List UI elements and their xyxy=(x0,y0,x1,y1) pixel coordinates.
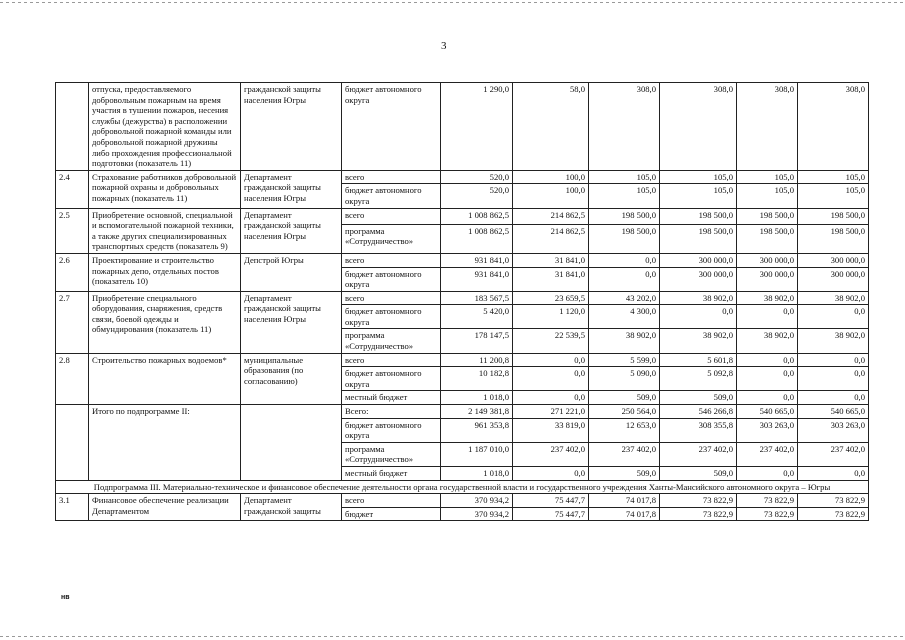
scan-edge-top xyxy=(0,2,905,3)
responsible-executor: Департамент гражданской защиты населения Югры xyxy=(241,208,342,253)
table-row xyxy=(56,208,869,224)
row-number xyxy=(56,405,89,481)
amount-cell: 100,0 xyxy=(513,184,589,208)
amount-cell: 73 822,9 xyxy=(660,494,737,508)
row-number xyxy=(56,83,89,171)
amount-cell: 198 500,0 xyxy=(798,224,869,253)
amount-cell: 540 665,0 xyxy=(798,405,869,419)
amount-cell: 198 500,0 xyxy=(660,208,737,224)
amount-cell: 38 902,0 xyxy=(660,291,737,305)
amount-cell: 300 000,0 xyxy=(798,267,869,291)
table-row xyxy=(56,353,869,367)
amount-cell: 198 500,0 xyxy=(737,224,798,253)
amount-cell: 38 902,0 xyxy=(798,329,869,353)
amount-cell: 73 822,9 xyxy=(660,507,737,521)
amount-cell: 1 290,0 xyxy=(441,83,513,171)
amount-cell: 303 263,0 xyxy=(737,418,798,442)
amount-cell: 43 202,0 xyxy=(589,291,660,305)
amount-cell: 931 841,0 xyxy=(441,267,513,291)
amount-cell: 0,0 xyxy=(798,305,869,329)
amount-cell: 33 819,0 xyxy=(513,418,589,442)
amount-cell: 0,0 xyxy=(798,467,869,481)
amount-cell: 0,0 xyxy=(737,353,798,367)
funding-source: бюджет автономного округа xyxy=(342,267,441,291)
funding-source: бюджет автономного округа xyxy=(342,83,441,171)
amount-cell: 0,0 xyxy=(737,467,798,481)
amount-cell: 11 200,8 xyxy=(441,353,513,367)
responsible-executor: гражданской защиты населения Югры xyxy=(241,83,342,171)
amount-cell: 250 564,0 xyxy=(589,405,660,419)
amount-cell: 300 000,0 xyxy=(660,267,737,291)
subprogram-header: Подпрограмма III. Материально-техническое и финансовое обеспечение деятельности органа государственной власти и государственного учреждения Ханты-Мансийского автономного округа – Югры xyxy=(56,480,869,494)
amount-cell: 961 353,8 xyxy=(441,418,513,442)
amount-cell: 0,0 xyxy=(798,367,869,391)
measure-name: Приобретение основной, специальной и вспомогательной пожарной техники, а также других специализированных транспортных средств (показатель 9) xyxy=(89,208,241,253)
measure-name: Страхование работников добровольной пожарной охраны и добровольных пожарных (показатель 11) xyxy=(89,170,241,208)
funding-source: всего xyxy=(342,353,441,367)
amount-cell: 73 822,9 xyxy=(737,507,798,521)
amount-cell: 105,0 xyxy=(798,170,869,184)
row-number: 3.1 xyxy=(56,494,89,521)
amount-cell: 105,0 xyxy=(798,184,869,208)
amount-cell: 237 402,0 xyxy=(513,442,589,466)
amount-cell: 237 402,0 xyxy=(589,442,660,466)
amount-cell: 178 147,5 xyxy=(441,329,513,353)
amount-cell: 214 862,5 xyxy=(513,208,589,224)
amount-cell: 105,0 xyxy=(737,170,798,184)
funding-source: бюджет автономного округа xyxy=(342,367,441,391)
amount-cell: 58,0 xyxy=(513,83,589,171)
row-number: 2.5 xyxy=(56,208,89,253)
amount-cell: 300 000,0 xyxy=(798,253,869,267)
table-row xyxy=(56,253,869,267)
funding-source: программа «Сотрудничество» xyxy=(342,329,441,353)
amount-cell: 237 402,0 xyxy=(798,442,869,466)
amount-cell: 300 000,0 xyxy=(660,253,737,267)
amount-cell: 4 300,0 xyxy=(589,305,660,329)
responsible-executor: муниципальные образования (по согласованию) xyxy=(241,353,342,404)
amount-cell: 1 120,0 xyxy=(513,305,589,329)
amount-cell: 0,0 xyxy=(737,305,798,329)
amount-cell: 5 090,0 xyxy=(589,367,660,391)
responsible-executor xyxy=(241,405,342,481)
amount-cell: 23 659,5 xyxy=(513,291,589,305)
amount-cell: 0,0 xyxy=(513,467,589,481)
funding-source: программа «Сотрудничество» xyxy=(342,224,441,253)
funding-source: бюджет xyxy=(342,507,441,521)
amount-cell: 1 008 862,5 xyxy=(441,208,513,224)
amount-cell: 0,0 xyxy=(737,391,798,405)
amount-cell: 73 822,9 xyxy=(737,494,798,508)
amount-cell: 1 018,0 xyxy=(441,467,513,481)
budget-table xyxy=(55,82,869,521)
amount-cell: 271 221,0 xyxy=(513,405,589,419)
funding-source: всего xyxy=(342,208,441,224)
funding-source: бюджет автономного округа xyxy=(342,418,441,442)
funding-source: бюджет автономного округа xyxy=(342,184,441,208)
amount-cell: 5 092,8 xyxy=(660,367,737,391)
amount-cell: 509,0 xyxy=(589,391,660,405)
amount-cell: 308,0 xyxy=(589,83,660,171)
amount-cell: 0,0 xyxy=(589,253,660,267)
row-number: 2.7 xyxy=(56,291,89,353)
amount-cell: 38 902,0 xyxy=(660,329,737,353)
footer-code: нв xyxy=(61,594,70,601)
subprogram-header-row xyxy=(56,480,869,494)
amount-cell: 520,0 xyxy=(441,184,513,208)
table-row xyxy=(56,291,869,305)
scan-edge-bottom xyxy=(0,636,905,637)
amount-cell: 198 500,0 xyxy=(660,224,737,253)
amount-cell: 300 000,0 xyxy=(737,253,798,267)
amount-cell: 5 599,0 xyxy=(589,353,660,367)
amount-cell: 198 500,0 xyxy=(737,208,798,224)
amount-cell: 73 822,9 xyxy=(798,494,869,508)
amount-cell: 0,0 xyxy=(798,353,869,367)
amount-cell: 308,0 xyxy=(660,83,737,171)
amount-cell: 0,0 xyxy=(798,391,869,405)
measure-name: Строительство пожарных водоемов* xyxy=(89,353,241,404)
amount-cell: 22 539,5 xyxy=(513,329,589,353)
amount-cell: 0,0 xyxy=(660,305,737,329)
amount-cell: 303 263,0 xyxy=(798,418,869,442)
amount-cell: 370 934,2 xyxy=(441,494,513,508)
amount-cell: 5 601,8 xyxy=(660,353,737,367)
amount-cell: 105,0 xyxy=(660,170,737,184)
measure-name: Финансовое обеспечение реализации Департаментом xyxy=(89,494,241,521)
measure-name: Проектирование и строительство пожарных депо, отдельных постов (показатель 10) xyxy=(89,253,241,291)
amount-cell: 75 447,7 xyxy=(513,507,589,521)
page-number: 3 xyxy=(441,40,447,52)
measure-name: Итого по подпрограмме II: xyxy=(89,405,241,481)
amount-cell: 237 402,0 xyxy=(660,442,737,466)
amount-cell: 1 008 862,5 xyxy=(441,224,513,253)
funding-source: Всего: xyxy=(342,405,441,419)
amount-cell: 38 902,0 xyxy=(589,329,660,353)
row-number: 2.4 xyxy=(56,170,89,208)
measure-name: Приобретение специального оборудования, снаряжения, средств связи, боевой одежды и обмундирования (показатель 11) xyxy=(89,291,241,353)
amount-cell: 300 000,0 xyxy=(737,267,798,291)
funding-source: местный бюджет xyxy=(342,391,441,405)
amount-cell: 38 902,0 xyxy=(737,329,798,353)
row-number: 2.8 xyxy=(56,353,89,404)
funding-source: всего xyxy=(342,170,441,184)
amount-cell: 1 187 010,0 xyxy=(441,442,513,466)
table-row xyxy=(56,83,869,171)
amount-cell: 931 841,0 xyxy=(441,253,513,267)
responsible-executor: Департамент гражданской защиты населения Югры xyxy=(241,291,342,353)
amount-cell: 520,0 xyxy=(441,170,513,184)
amount-cell: 74 017,8 xyxy=(589,494,660,508)
amount-cell: 546 266,8 xyxy=(660,405,737,419)
amount-cell: 105,0 xyxy=(589,170,660,184)
amount-cell: 0,0 xyxy=(589,267,660,291)
table-row xyxy=(56,405,869,419)
table-row xyxy=(56,170,869,184)
amount-cell: 0,0 xyxy=(737,367,798,391)
funding-source: всего xyxy=(342,494,441,508)
amount-cell: 183 567,5 xyxy=(441,291,513,305)
amount-cell: 509,0 xyxy=(660,467,737,481)
amount-cell: 198 500,0 xyxy=(798,208,869,224)
amount-cell: 31 841,0 xyxy=(513,253,589,267)
amount-cell: 198 500,0 xyxy=(589,224,660,253)
amount-cell: 38 902,0 xyxy=(798,291,869,305)
amount-cell: 509,0 xyxy=(589,467,660,481)
amount-cell: 0,0 xyxy=(513,367,589,391)
row-number: 2.6 xyxy=(56,253,89,291)
funding-source: программа «Сотрудничество» xyxy=(342,442,441,466)
amount-cell: 308 355,8 xyxy=(660,418,737,442)
amount-cell: 214 862,5 xyxy=(513,224,589,253)
amount-cell: 73 822,9 xyxy=(798,507,869,521)
amount-cell: 105,0 xyxy=(660,184,737,208)
responsible-executor: Департамент гражданской защиты населения Югры xyxy=(241,170,342,208)
amount-cell: 308,0 xyxy=(737,83,798,171)
table-row xyxy=(56,494,869,508)
amount-cell: 0,0 xyxy=(513,391,589,405)
amount-cell: 105,0 xyxy=(589,184,660,208)
amount-cell: 38 902,0 xyxy=(737,291,798,305)
measure-name: отпуска, предоставляемого добровольным пожарным на время участия в тушении пожаров, несения службы (дежурства) в расположении добровольной пожарной команды или добровольной пожарной дружины либо прохождения профессиональной подготовки (показатель 11) xyxy=(89,83,241,171)
amount-cell: 105,0 xyxy=(737,184,798,208)
amount-cell: 5 420,0 xyxy=(441,305,513,329)
amount-cell: 308,0 xyxy=(798,83,869,171)
amount-cell: 509,0 xyxy=(660,391,737,405)
amount-cell: 370 934,2 xyxy=(441,507,513,521)
amount-cell: 74 017,8 xyxy=(589,507,660,521)
amount-cell: 10 182,8 xyxy=(441,367,513,391)
responsible-executor: Департамент гражданской защиты xyxy=(241,494,342,521)
amount-cell: 12 653,0 xyxy=(589,418,660,442)
amount-cell: 198 500,0 xyxy=(589,208,660,224)
funding-source: всего xyxy=(342,253,441,267)
funding-source: местный бюджет xyxy=(342,467,441,481)
amount-cell: 540 665,0 xyxy=(737,405,798,419)
funding-source: всего xyxy=(342,291,441,305)
amount-cell: 100,0 xyxy=(513,170,589,184)
amount-cell: 0,0 xyxy=(513,353,589,367)
amount-cell: 237 402,0 xyxy=(737,442,798,466)
amount-cell: 31 841,0 xyxy=(513,267,589,291)
funding-source: бюджет автономного округа xyxy=(342,305,441,329)
amount-cell: 1 018,0 xyxy=(441,391,513,405)
amount-cell: 2 149 381,8 xyxy=(441,405,513,419)
responsible-executor: Депстрой Югры xyxy=(241,253,342,291)
amount-cell: 75 447,7 xyxy=(513,494,589,508)
